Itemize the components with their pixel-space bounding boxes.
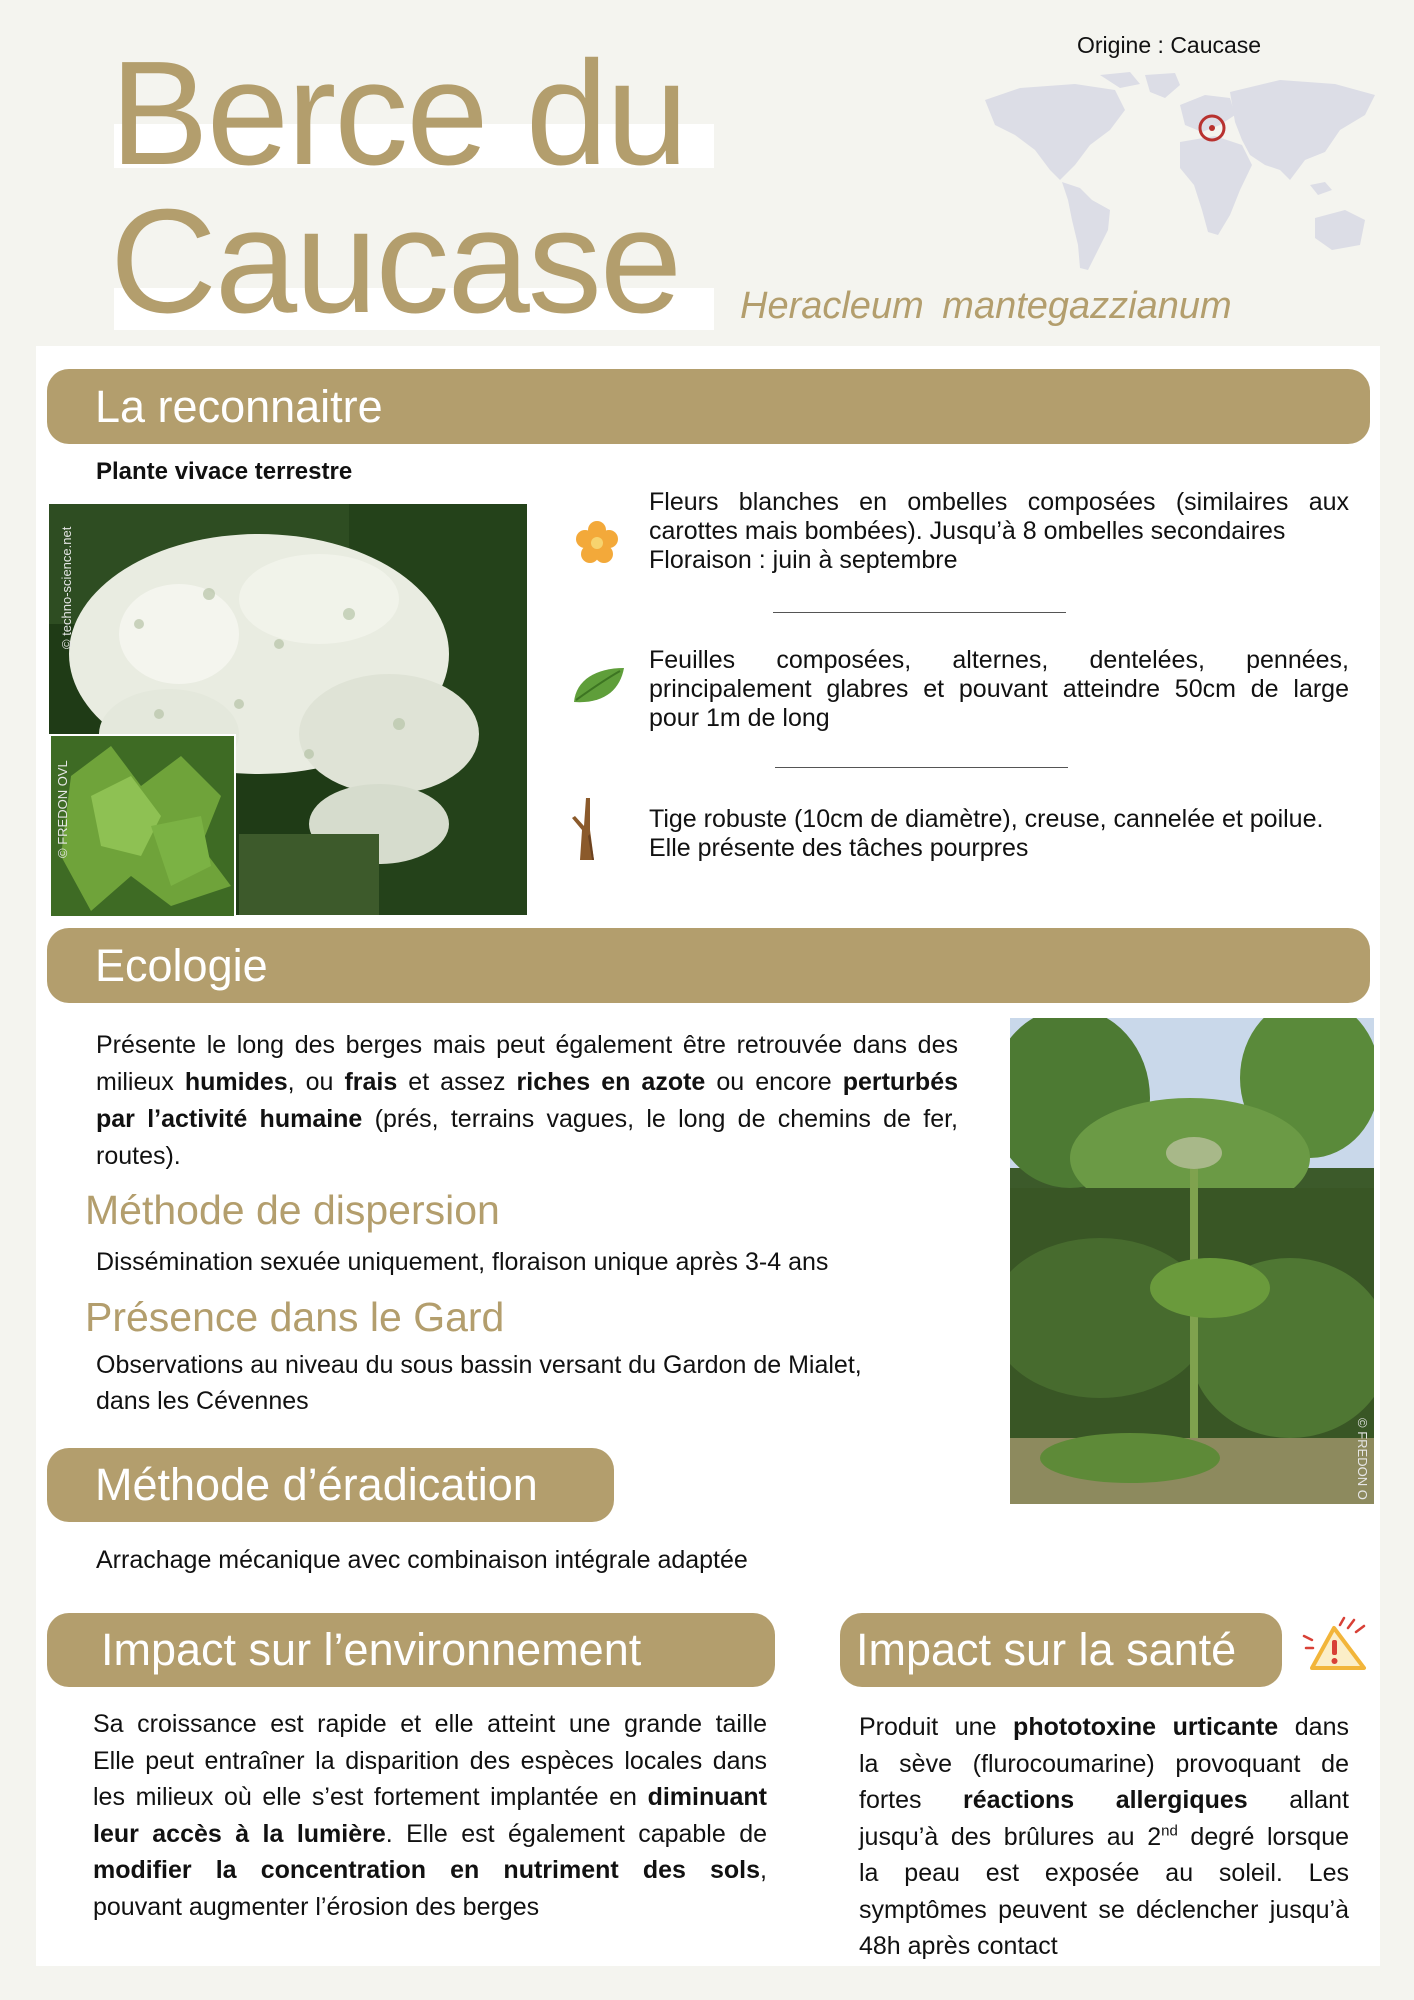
sante-text: Produit une phototoxine urticante dans la sève (flurocoumarine) provoquant de fortes réactions allergiques allant jusqu’à des brûlures au 2nd degré lorsque la peau est exposée au soleil. Les symptômes peuvent se déclencher jusqu’à 48h après contact <box>859 1713 1349 1960</box>
leaf-photo <box>49 734 236 918</box>
section-header-reconnaitre <box>47 369 1370 444</box>
divider <box>773 612 1066 613</box>
ecologie-text: Présente le long des berges mais peut également être retrouvée dans des milieux humides, ou frais et assez riches en azote ou encore perturbés par l’activité humaine (prés, terrains vagues, le long de chemins de fer, routes). <box>96 1031 958 1170</box>
dispersion-text: Dissémination sexuée uniquement, floraison unique après 3-4 ans <box>96 1248 829 1276</box>
world-map-icon <box>980 70 1380 280</box>
photo-credit: © FREDON OVL <box>55 760 70 858</box>
feature-flowers: Fleurs blanches en ombelles composées (similaires aux carottes mais bombées). Jusqu’à 8 ombelles secondaires Floraison : juin à septembre <box>649 488 1349 574</box>
habitat-photo <box>1010 1018 1374 1504</box>
page-title <box>110 31 730 344</box>
section-title: Ecologie <box>95 939 268 991</box>
environnement-text: Sa croissance est rapide et elle atteint une grande taille Elle peut entraîner la disparition des espèces locales dans les milieux où elle s’est fortement implantée en diminuant leur accès à la lumière. Elle est également capable de modifier la concentration en nutriment des sols, pouvant augmenter l’érosion des berges <box>93 1710 768 1921</box>
eradication-text: Arrachage mécanique avec combinaison intégrale adaptée <box>96 1546 748 1574</box>
section-header-eradication <box>47 1448 614 1522</box>
photo-credit: © techno-science.net <box>59 526 74 649</box>
section-title: Impact sur la santé <box>856 1624 1237 1675</box>
divider <box>775 767 1068 768</box>
leaf-icon <box>570 664 626 706</box>
gard-text: Observations au niveau du sous bassin versant du Gardon de Mialet, dans les Cévennes <box>96 1351 862 1415</box>
feature-stem: Tige robuste (10cm de diamètre), creuse, cannelée et poilue. Elle présente des tâches pourpres <box>649 805 1324 862</box>
section-title: Méthode d’éradication <box>95 1459 538 1510</box>
title-line-1: Berce du <box>110 40 730 188</box>
dispersion-heading: Méthode de dispersion <box>85 1187 500 1233</box>
section-title: La reconnaitre <box>95 380 383 432</box>
section-header-environnement <box>47 1613 775 1687</box>
stem-icon <box>566 796 606 862</box>
feature-leaves: Feuilles composées, alternes, dentelées, pennées, principalement glabres et pouvant atteindre 50cm de large pour 1m de long <box>649 646 1349 732</box>
plant-type: Plante vivace terrestre <box>96 458 353 485</box>
flower-icon <box>574 520 620 566</box>
origin-label: Origine : Caucase <box>1077 32 1262 58</box>
title-line-2: Caucase <box>110 188 730 336</box>
warning-icon <box>1300 1612 1372 1674</box>
section-header-ecologie <box>47 928 1370 1003</box>
photo-credit: © FREDON O <box>1355 1418 1370 1500</box>
section-header-sante <box>840 1613 1282 1687</box>
section-title: Impact sur l’environnement <box>101 1624 642 1675</box>
latin-name: Heracleum mantegazzianum <box>740 285 1232 327</box>
gard-heading: Présence dans le Gard <box>85 1294 505 1340</box>
